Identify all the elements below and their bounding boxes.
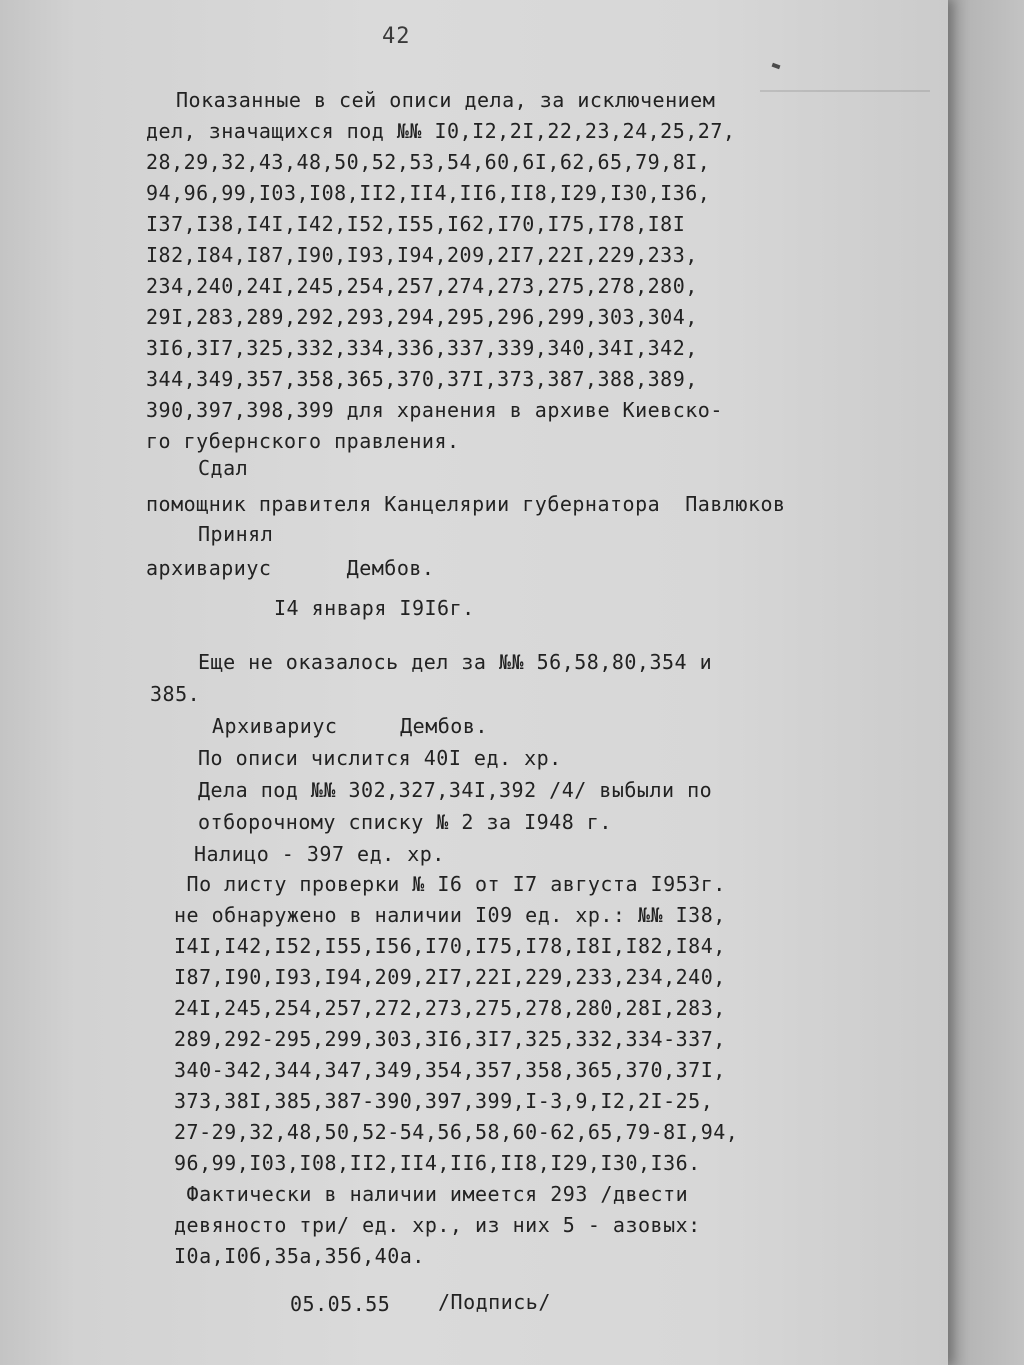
sdal-signer: помощник правителя Канцелярии губернатора Павлюков bbox=[146, 492, 786, 516]
transfer-line: 94,96,99,I03,I08,II2,II4,II6,II8,I29,I30,I36, bbox=[146, 181, 711, 205]
inspection-line: девяносто три/ ед. хр., из них 5 - азовых: bbox=[174, 1213, 701, 1237]
inspection-line: I87,I90,I93,I94,209,2I7,22I,229,233,234,240, bbox=[174, 965, 726, 989]
transfer-line: 29I,283,289,292,293,294,295,296,299,303,304, bbox=[146, 305, 698, 329]
transfer-line: 28,29,32,43,48,50,52,53,54,60,6I,62,65,79,8I, bbox=[146, 150, 711, 174]
inspection-line: I4I,I42,I52,I55,I56,I70,I75,I78,I8I,I82,I84, bbox=[174, 934, 726, 958]
inspection-line: не обнаружено в наличии I09 ед. хр.: №№ I38, bbox=[174, 903, 726, 927]
inspection-line: 289,292-295,299,303,3I6,3I7,325,332,334-337, bbox=[174, 1027, 726, 1051]
transfer-line: 3I6,3I7,325,332,334,336,337,339,340,34I,342, bbox=[146, 336, 698, 360]
transfer-line: I37,I38,I4I,I42,I52,I55,I62,I70,I75,I78,I8I bbox=[146, 212, 686, 236]
sdal-label: Сдал bbox=[198, 456, 249, 480]
inspection-line: 373,38I,385,387-390,397,399,I-3,9,I2,2I-25, bbox=[174, 1089, 714, 1113]
transfer-line: дел, значащихся под №№ I0,I2,2I,22,23,24,25,27, bbox=[146, 119, 736, 143]
missing-files-line-2: 385. bbox=[150, 682, 201, 706]
signature-note: /Подпись/ bbox=[438, 1290, 551, 1314]
missing-files-line-1: Еще не оказалось дел за №№ 56,58,80,354 и bbox=[198, 650, 713, 674]
adjacent-page-edge bbox=[948, 0, 1024, 1365]
present-count: Налицо - 397 ед. хр. bbox=[194, 842, 445, 866]
date-1916: I4 января I9I6г. bbox=[274, 596, 475, 620]
prinyal-signer: архивариус Дембов. bbox=[146, 556, 435, 580]
archivist-signature: Архивариус Дембов. bbox=[212, 714, 488, 738]
transfer-line: 390,397,398,399 для хранения в архиве Киевско- bbox=[146, 398, 723, 422]
bleed-through-mark bbox=[760, 90, 930, 92]
transfer-line: 234,240,24I,245,254,257,274,273,275,278,280, bbox=[146, 274, 698, 298]
transfer-line: го губернского правления. bbox=[146, 429, 460, 453]
inspection-line: 24I,245,254,257,272,273,275,278,280,28I,283, bbox=[174, 996, 726, 1020]
removed-files-line-1: Дела под №№ 302,327,34I,392 /4/ выбыли по bbox=[198, 778, 713, 802]
inventory-count: По описи числится 40I ед. хр. bbox=[198, 746, 562, 770]
final-date: 05.05.55 bbox=[290, 1292, 391, 1316]
ink-mark bbox=[772, 63, 781, 69]
inspection-line: 27-29,32,48,50,52-54,56,58,60-62,65,79-8I,94, bbox=[174, 1120, 739, 1144]
inspection-line: По листу проверки № I6 от I7 августа I953г. bbox=[174, 872, 726, 896]
inspection-line: Фактически в наличии имеется 293 /двести bbox=[174, 1182, 689, 1206]
removed-files-line-2: отборочному списку № 2 за I948 г. bbox=[198, 810, 612, 834]
transfer-line: 344,349,357,358,365,370,37I,373,387,388,389, bbox=[146, 367, 698, 391]
inspection-line: 340-342,344,347,349,354,357,358,365,370,37I, bbox=[174, 1058, 726, 1082]
inspection-line: I0а,I0б,35а,35б,40а. bbox=[174, 1244, 425, 1268]
inspection-line: 96,99,I03,I08,II2,II4,II6,II8,I29,I30,I36. bbox=[174, 1151, 701, 1175]
page-number: 42 bbox=[382, 24, 411, 49]
transfer-line: I82,I84,I87,I90,I93,I94,209,2I7,22I,229,233, bbox=[146, 243, 698, 267]
transfer-line: Показанные в сей описи дела, за исключением bbox=[176, 88, 716, 112]
prinyal-label: Принял bbox=[198, 522, 274, 546]
